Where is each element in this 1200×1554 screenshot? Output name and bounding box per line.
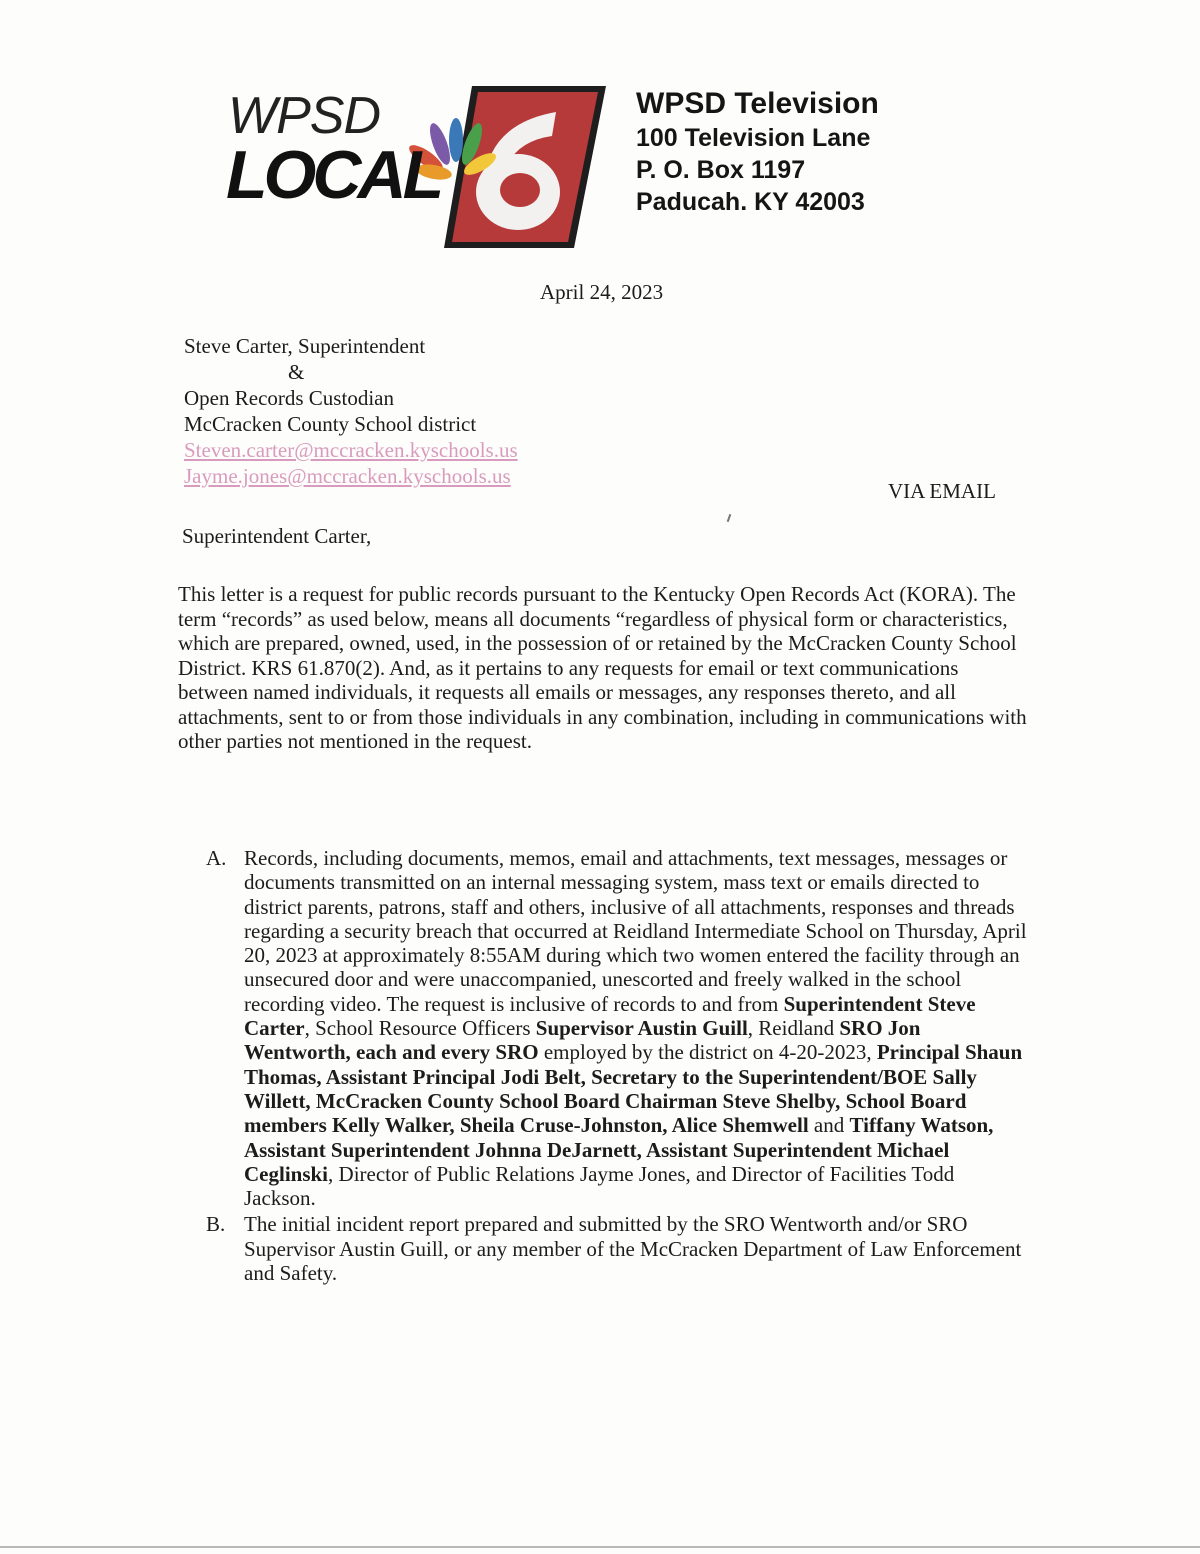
recipient-name: Steve Carter, Superintendent [184, 334, 426, 358]
request-label: B. [206, 1212, 226, 1237]
request-label: A. [206, 846, 227, 870]
request-bold-name: Supervisor Austin Guill [535, 1016, 748, 1041]
station-address-block [636, 86, 879, 218]
request-text: and [808, 1113, 850, 1138]
request-text: The initial incident report prepared and submitted by the SRO Wentworth and/or SRO Supervisor Austin Guill, or any member of the McCracken Department of Law Enforcement and Safety. [244, 1212, 1022, 1286]
delivery-method: VIA EMAIL [888, 479, 996, 503]
station-name: WPSD Television [636, 87, 879, 120]
request-text: , Director of Public Relations Jayme Jones, and Director of Facilities Todd Jackson. [244, 1161, 955, 1211]
recipient-ampersand: & [288, 360, 305, 384]
recipient-block [184, 333, 518, 489]
request-text: , Reidland [747, 1016, 840, 1041]
scan-speck [727, 514, 732, 522]
request-text: Records, including documents, memos, email and attachments, text messages, messages or documents transmitted on an internal messaging system, mass text or emails directed to district parents, patrons, staff and others, inclusive of all attachments, responses and threads regarding a security breach that occurred at Reidland Intermediate School on Thursday, April 20, 2023 at approximately 8:55AM during which two women entered the facility through an unsecured door and were unaccompanied, unescorted and freely walked in the school recording video. The request is inclusive of records to and from [244, 846, 1027, 1016]
scan-edge-line [0, 1546, 1200, 1548]
logo-wpsd-text: WPSD [228, 87, 380, 145]
request-bold-name: SRO Jon Wentworth, each and every SRO [244, 1016, 921, 1065]
logo-local-text: LOCAL [226, 137, 441, 213]
station-city: Paducah. KY 42003 [636, 188, 865, 216]
request-bold-name: Principal Shaun Thomas, Assistant Principal Jodi Belt, Secretary to the Superintendent/BOE Sally Willett, McCracken County School Board Chairman Steve Shelby, School Board members Kelly Walker, Sheila Cruse-Johnston, Alice Shemwell [244, 1040, 1023, 1138]
recipient-title: Open Records Custodian [184, 386, 394, 410]
request-text: employed by the district on 4-20-2023, [538, 1040, 877, 1065]
wpsd-local6-logo [226, 84, 610, 252]
request-item-a [206, 846, 1028, 1210]
intro-paragraph: This letter is a request for public records pursuant to the Kentucky Open Records Act (KORA). The term “records” as used below, means all documents “regardless of physical form or characteristics, which are prepared, owned, used, in the possession of or retained by the McCracken County School District. KRS 61.870(2). And, as it pertains to any requests for email or text communications between named individuals, it requests all emails or messages, any responses thereto, and all attachments, sent to or from those individuals in any combination, including in communications with other parties not mentioned in the request. [178, 582, 1027, 753]
station-po-box: P. O. Box 1197 [636, 156, 806, 184]
recipient-organization: McCracken County School district [184, 412, 477, 436]
station-address-line: 100 Television Lane [636, 124, 871, 152]
request-list [206, 846, 1028, 1285]
recipient-email-link[interactable]: Jayme.jones@mccracken.kyschools.us [184, 464, 511, 488]
request-text: , School Resource Officers [304, 1016, 536, 1041]
salutation: Superintendent Carter, [182, 524, 372, 548]
request-item-b [206, 1212, 1028, 1285]
letter-date: April 24, 2023 [540, 280, 664, 304]
recipient-email-link[interactable]: Steven.carter@mccracken.kyschools.us [184, 438, 518, 462]
request-bold-name: Superintendent Steve Carter [244, 991, 976, 1041]
request-bold-name: Tiffany Watson, Assistant Superintendent Johnna DeJarnett, Assistant Superintendent Michael Ceglinski [244, 1113, 994, 1186]
